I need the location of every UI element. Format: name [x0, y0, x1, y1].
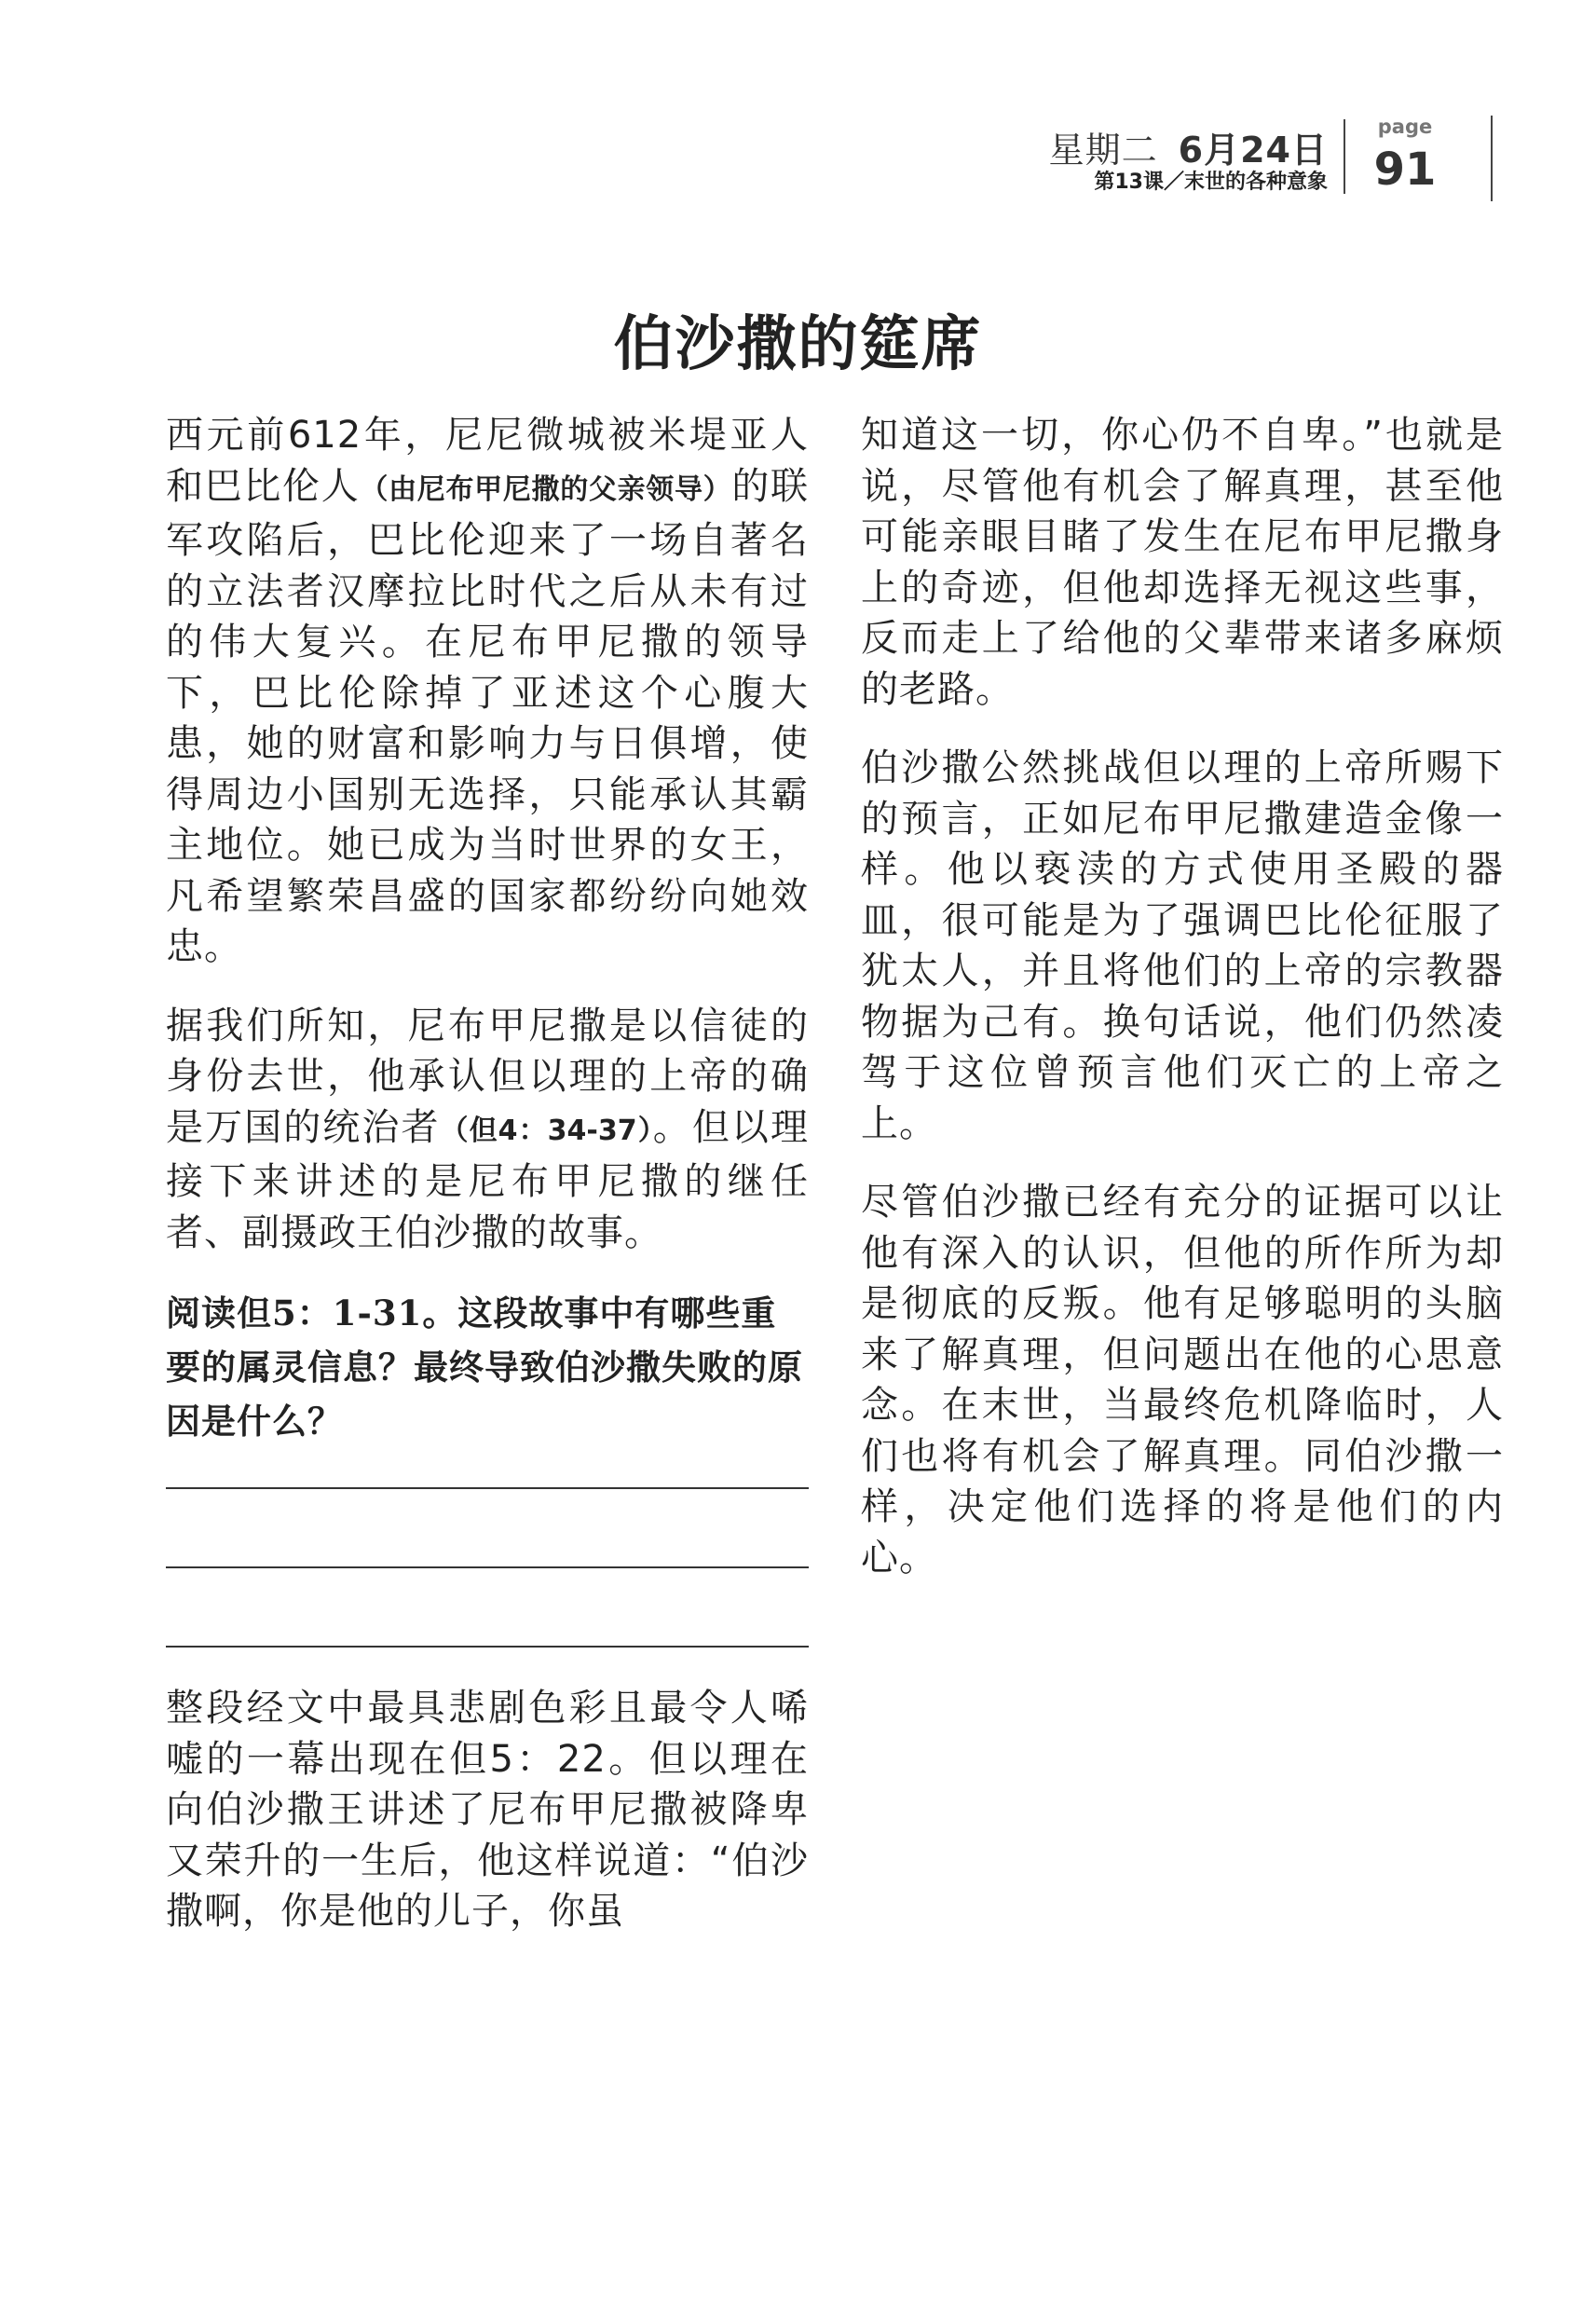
header-right-rule: [1491, 116, 1493, 201]
paragraph-1-rest: 的联军攻陷后，巴比伦迎来了一场自著名的立法者汉摩拉比时代之后从未有过的伟大复兴。在尼布甲尼撒的领导下，巴比伦除掉了亚述这个心腹大患，她的财富和影响力与日俱增，使得周边小国别无选择，只能承认其霸主地位。她已成为当时世界的女王，凡希望繁荣昌盛的国家都纷纷向她效忠。: [166, 464, 810, 968]
left-column: [166, 410, 809, 1965]
paragraph-2-text: 据我们所知，尼布甲尼撒是以信徒的身份去世，他承认但以理的上帝的确是万国的统治者: [166, 1004, 809, 1149]
answer-lines: [166, 1487, 809, 1648]
paragraph-1-aside: （由尼布甲尼撒的父亲领导）: [360, 472, 732, 506]
study-question: 阅读但5：1-31。这段故事中有哪些重要的属灵信息？最终导致伯沙撒失败的原因是什么？: [166, 1292, 803, 1442]
right-paragraph-3: 尽管伯沙撒已经有充分的证据可以让他有深入的认识，但他的所作所为却是彻底的反叛。他有足够聪明的头脑来了解真理，但问题出在他的心思意念。在末世，当最终危机降临时，人们也将有机会了解真理。同伯沙撒一样，决定他们选择的将是他们的内心。: [861, 1181, 1504, 1579]
paragraph-1-text: 西元前612年，尼尼微城被米堤亚人和巴比伦人: [166, 414, 809, 508]
header-weekday: 星期二: [1048, 130, 1158, 171]
header-date: 6月24日: [1178, 130, 1328, 171]
page-number: 91: [1373, 144, 1437, 196]
paragraph-2-rest: 。但以理接下来讲述的是尼布甲尼撒的继任者、副摄政王伯沙撒的故事。: [166, 1105, 810, 1254]
right-paragraph-2: 伯沙撒公然挑战但以理的上帝所赐下的预言，正如尼布甲尼撒建造金像一样。他以亵渎的方式使用圣殿的器皿，很可能是为了强调巴比伦征服了犹太人，并且将他们的上帝的宗教器物据为己有。换句话说，他们仍然凌驾于这位曾预言他们灭亡的上帝之上。: [861, 746, 1504, 1145]
header-date-line: [1049, 121, 1328, 172]
header-lesson: 第13课／末世的各种意象: [1094, 171, 1328, 194]
page-header: [1006, 110, 1491, 212]
right-column: [861, 410, 1504, 1611]
header-divider: [1344, 119, 1345, 194]
page-title: 伯沙撒的筵席: [613, 309, 983, 379]
answer-line[interactable]: [166, 1487, 809, 1489]
scripture-reference: （但4：34-37）: [440, 1114, 653, 1147]
paragraph-1: [166, 410, 809, 973]
answer-line[interactable]: [166, 1646, 809, 1648]
paragraph-2: [166, 1001, 809, 1259]
answer-line[interactable]: [166, 1566, 809, 1568]
paragraph-3: 整段经文中最具悲剧色彩且最令人唏嘘的一幕出现在但5：22。但以理在向伯沙撒王讲述了尼布甲尼撒被降卑又荣升的一生后，他这样说道：“伯沙撒啊，你是他的儿子，你虽: [166, 1687, 809, 1933]
right-paragraph-1: 知道这一切，你心仍不自卑。”也就是说，尽管他有机会了解真理，甚至他可能亲眼目睹了发生在尼布甲尼撒身上的奇迹，但他却选择无视这些事，反而走上了给他的父辈带来诸多麻烦的老路。: [861, 414, 1504, 711]
page-label: page: [1377, 116, 1433, 138]
